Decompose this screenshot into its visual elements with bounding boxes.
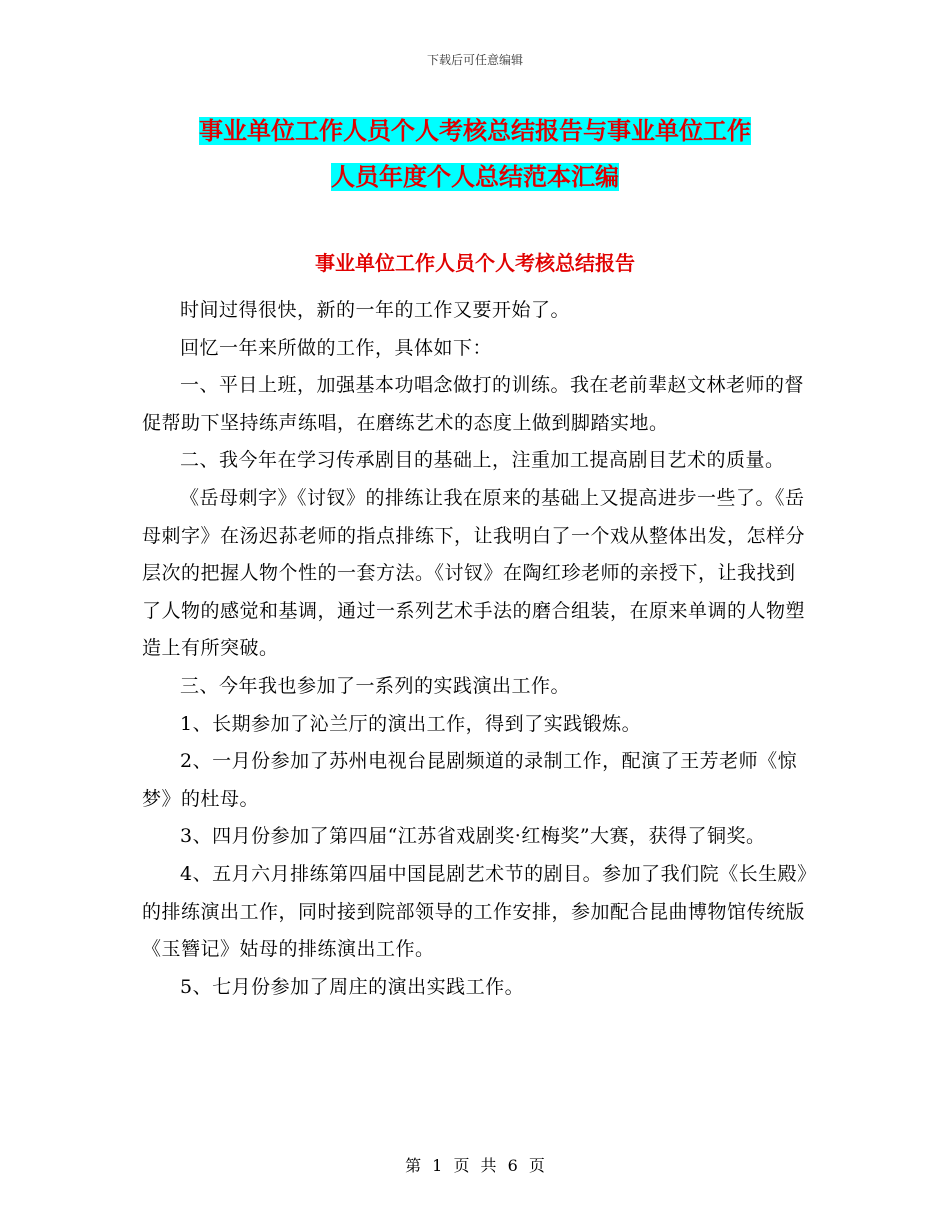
paragraph: 二、我今年在学习传承剧目的基础上，注重加工提高剧目艺术的质量。 — [180, 449, 785, 472]
title-line-1: 事业单位工作人员个人考核总结报告与事业单位工作 — [199, 117, 751, 145]
paragraph: 1、长期参加了沁兰厅的演出工作，得到了实践锻炼。 — [180, 712, 642, 735]
paragraph: 4、五月六月排练第四届中国昆剧艺术节的剧目。参加了我们院《长生殿》的排练演出工作，同时接到院部领导的工作安排，参加配合昆曲博物馆传统版《玉簪记》姑母的排练演出工作。 — [142, 862, 808, 961]
title-line-2: 人员年度个人总结范本汇编 — [331, 163, 619, 191]
paragraph: 一、平日上班，加强基本功唱念做打的训练。我在老前辈赵文林老师的督促帮助下坚持练声练唱，在磨练艺术的态度上做到脚踏实地。 — [142, 374, 805, 434]
paragraph: 《岳母刺字》《讨钗》的排练让我在原来的基础上又提高进步一些了。《岳母刺字》在汤迟荪老师的指点排练下，让我明白了一个戏从整体出发，怎样分层次的把握人物个性的一套方法。《讨钗》在陶红珍老师的亲授下，让我找到了人物的感觉和基调，通过一系列艺术手法的磨合组装，在原来单调的人物塑造上有所突破。 — [142, 486, 806, 660]
document-body — [142, 292, 812, 1006]
document-title — [140, 108, 810, 200]
paragraph: 3、四月份参加了第四届“江苏省戏剧奖·红梅奖”大赛，获得了铜奖。 — [180, 825, 766, 848]
page-header-note: 下载后可任意编辑 — [426, 53, 523, 67]
paragraph: 三、今年我也参加了一系列的实践演出工作。 — [180, 674, 571, 697]
paragraph: 5、七月份参加了周庄的演出实践工作。 — [180, 975, 525, 998]
section-title: 事业单位工作人员个人考核总结报告 — [315, 251, 635, 275]
paragraph: 时间过得很快，新的一年的工作又要开始了。 — [180, 299, 571, 321]
paragraph: 2、一月份参加了苏州电视台昆剧频道的录制工作，配演了王芳老师《惊梦》的杜母。 — [142, 750, 798, 810]
page-number: 第 1 页 共 6 页 — [405, 1156, 545, 1175]
paragraph: 回忆一年来所做的工作，具体如下： — [180, 336, 493, 359]
